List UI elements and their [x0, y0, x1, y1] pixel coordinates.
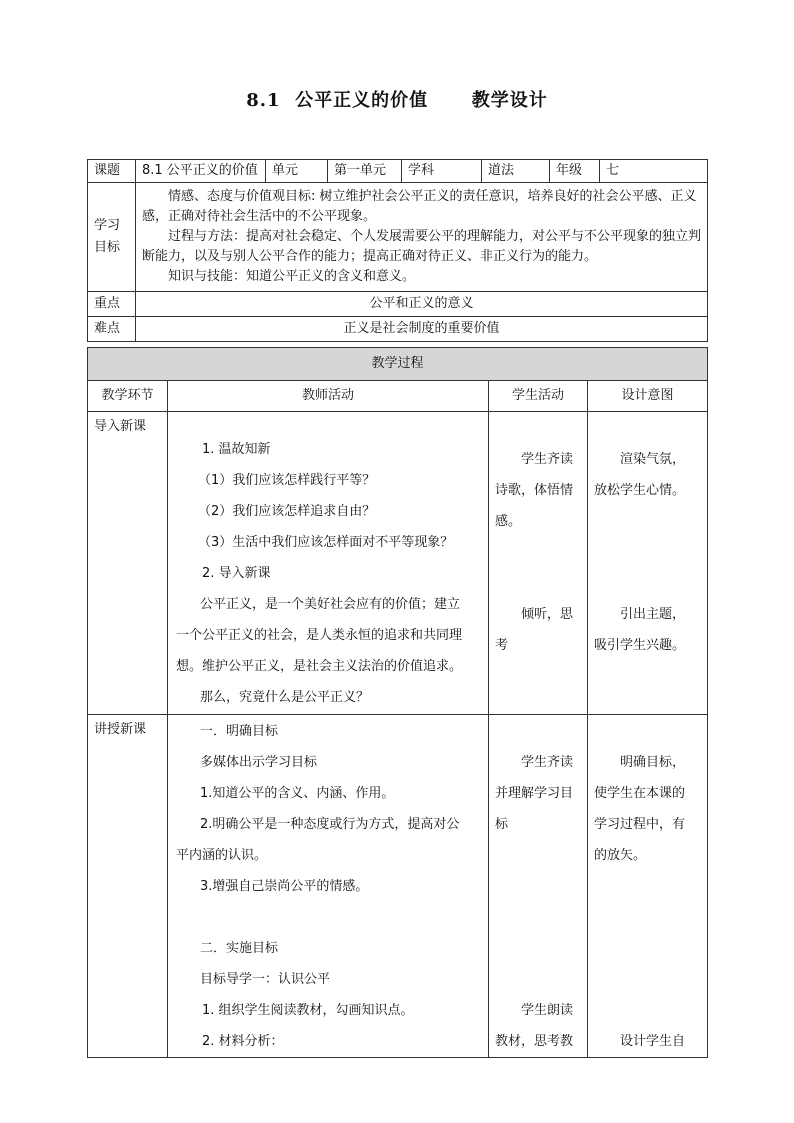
teacher-activity-new-lesson	[168, 715, 489, 1058]
intent-line	[594, 716, 705, 747]
intent-line: 渲染气氛，	[620, 452, 686, 467]
lesson-info-table	[87, 159, 708, 342]
teacher-line: 那么，究竟什么是公平正义？	[200, 690, 370, 705]
student-activity-intro	[489, 412, 588, 715]
header-teacher: 教师活动	[168, 381, 489, 412]
student-line: 学生齐读	[521, 755, 574, 770]
student-line	[495, 902, 585, 933]
objective-emotion: 情感、态度与价值观目标: 树立维护社会公平正义的责任意识，培养良好的社会公平感、正义感，正确对待社会生活中的不公平现象。	[142, 189, 697, 224]
teacher-line: 1. 温故知新	[202, 442, 271, 457]
nianji-value: 七	[600, 160, 708, 183]
teacher-line: 多媒体出示学习目标	[200, 755, 318, 770]
teacher-line: 想。维护公平正义，是社会主义法治的价值追求。	[176, 659, 463, 674]
intent-line: 学习过程中，有	[594, 817, 686, 832]
header-intent: 设计意图	[588, 381, 708, 412]
xueke-value: 道法	[482, 160, 550, 183]
danyuan-label: 单元	[266, 160, 328, 183]
intent-line	[594, 506, 705, 537]
keti-label: 课题	[88, 160, 136, 183]
teacher-line: 2.明确公平是一种态度或行为方式，提高对公	[200, 817, 460, 832]
intent-line	[594, 933, 705, 964]
zhongdian-label: 重点	[88, 292, 136, 317]
intent-line	[594, 568, 705, 599]
teacher-line: 一．明确目标	[200, 724, 279, 739]
teacher-line: （2）我们应该怎样追求自由？	[198, 504, 376, 519]
teacher-line: 2. 材料分析：	[202, 1034, 284, 1049]
intent-line	[594, 964, 705, 995]
student-line	[495, 840, 585, 871]
student-line	[495, 871, 585, 902]
student-line: 并理解学习目	[495, 786, 574, 801]
teacher-line: 1. 组织学生阅读教材，勾画知识点。	[202, 1003, 414, 1018]
student-line: 倾听，思	[521, 607, 574, 622]
nandian-value: 正义是社会制度的重要价值	[136, 317, 708, 342]
student-line	[495, 568, 585, 599]
student-line: 学生齐读	[521, 452, 574, 467]
teacher-activity-intro	[168, 412, 489, 715]
xueke-label: 学科	[402, 160, 482, 183]
intent-line: 引出主题，	[620, 607, 686, 622]
objective-process: 过程与方法：提高对社会稳定、个人发展需要公平的理解能力，对公平与不公平现象的独立判断能力，以及与别人公平合作的能力；提高正确对待正义、非正义行为的能力。	[142, 229, 702, 264]
teacher-line	[176, 902, 484, 933]
nianji-label: 年级	[550, 160, 600, 183]
nandian-label: 难点	[88, 317, 136, 342]
intent-line: 明确目标，	[620, 755, 686, 770]
intent-line: 吸引学生兴趣。	[594, 638, 686, 653]
student-line	[495, 716, 585, 747]
student-line: 教材，思考教	[495, 1034, 574, 1049]
student-line	[495, 933, 585, 964]
process-section-title: 教学过程	[88, 348, 708, 381]
teacher-line: 1.知道公平的含义、内涵、作用。	[200, 786, 395, 801]
student-line: 考	[495, 638, 509, 653]
student-line: 学生朗读	[521, 1003, 574, 1018]
intent-line: 放松学生心情。	[594, 483, 686, 498]
header-student: 学生活动	[489, 381, 588, 412]
stage-new-lesson: 讲授新课	[88, 715, 168, 1058]
keti-value: 8.1 公平正义的价值	[136, 160, 266, 183]
student-activity-new-lesson	[489, 715, 588, 1058]
document-title: 8.1 公平正义的价值 教学设计	[246, 90, 548, 111]
teaching-process-table	[87, 347, 708, 1058]
danyuan-value: 第一单元	[328, 160, 402, 183]
objective-knowledge: 知识与技能：知道公平正义的含义和意义。	[168, 269, 416, 284]
header-stage: 教学环节	[88, 381, 168, 412]
design-intent-new-lesson	[588, 715, 708, 1058]
objectives-label: 学习目标	[88, 183, 136, 292]
objectives-text	[136, 183, 708, 292]
intent-line: 的放矢。	[594, 848, 647, 863]
zhongdian-value: 公平和正义的意义	[136, 292, 708, 317]
teacher-line: 3.增强自己崇尚公平的情感。	[200, 879, 369, 894]
design-intent-intro	[588, 412, 708, 715]
student-line	[495, 964, 585, 995]
intent-line	[594, 995, 705, 1026]
teacher-line: 平内涵的认识。	[176, 848, 268, 863]
student-line: 感。	[495, 514, 522, 529]
teacher-line: 一个公平正义的社会，是人类永恒的追求和共同理	[176, 628, 463, 643]
teacher-line: （1）我们应该怎样践行平等？	[198, 473, 376, 488]
student-line: 标	[495, 817, 509, 832]
teacher-line: 2. 导入新课	[202, 566, 271, 581]
intent-line: 设计学生自	[620, 1034, 686, 1049]
intent-line	[594, 902, 705, 933]
intent-line	[594, 871, 705, 902]
teacher-line: 公平正义，是一个美好社会应有的价值；建立	[200, 597, 461, 612]
teacher-line: （3）生活中我们应该怎样面对不平等现象？	[198, 535, 454, 550]
intent-line	[594, 537, 705, 568]
student-line	[495, 537, 585, 568]
intent-line: 使学生在本课的	[594, 786, 686, 801]
stage-intro: 导入新课	[88, 412, 168, 715]
teacher-line: 目标导学一：认识公平	[200, 972, 331, 987]
teacher-line: 二．实施目标	[200, 941, 279, 956]
student-line: 诗歌，体悟情	[495, 483, 574, 498]
